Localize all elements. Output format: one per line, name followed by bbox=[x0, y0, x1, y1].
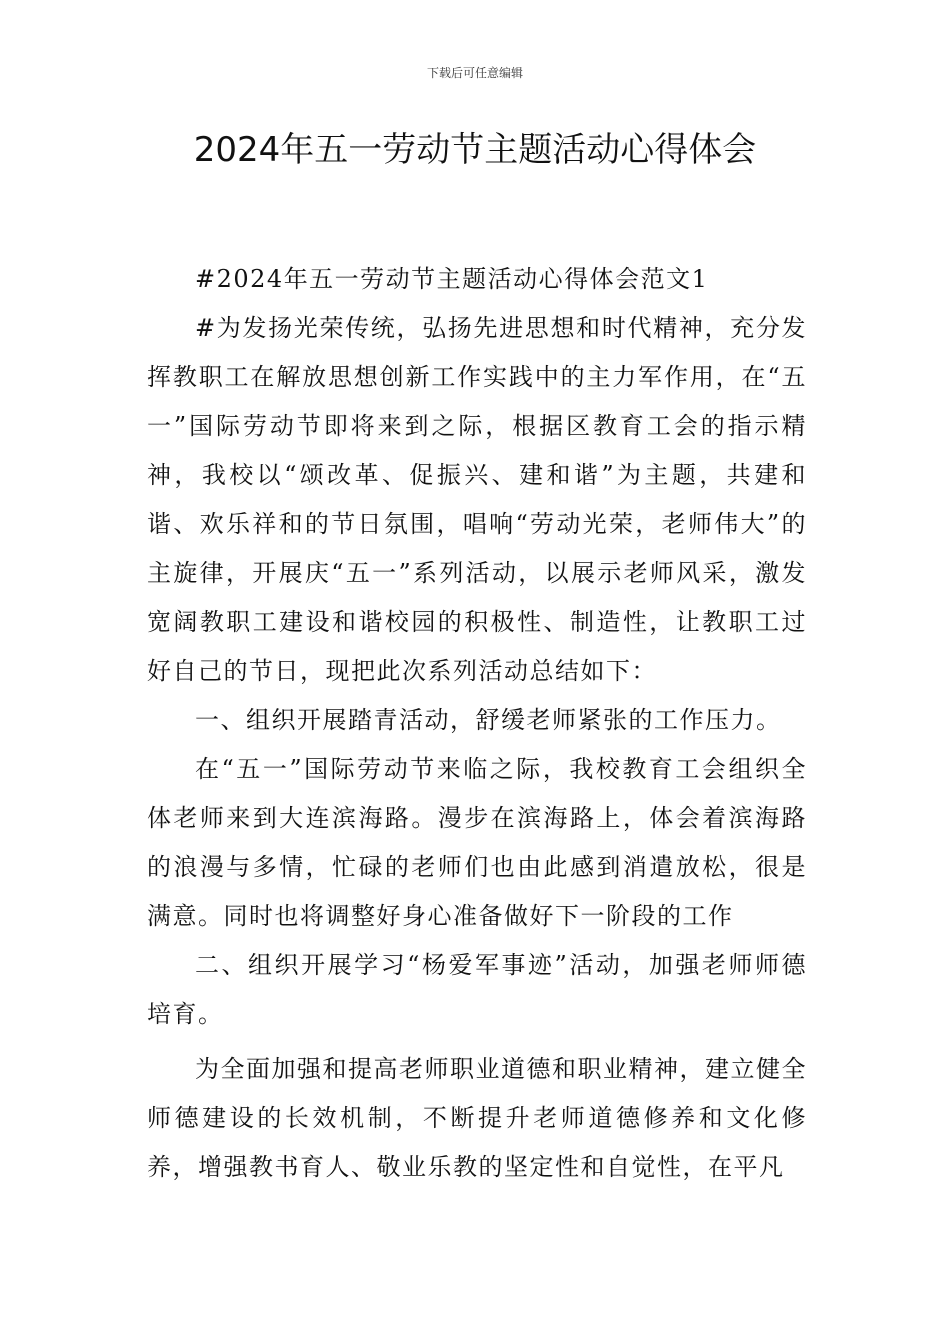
paragraph-section-1-heading: 一、组织开展踏青活动，舒缓老师紧张的工作压力。 bbox=[195, 706, 782, 734]
document-body bbox=[147, 255, 807, 1192]
paragraph-section-2-heading: 二、组织开展学习“杨爱军事迹”活动，加强老师师德培育。 bbox=[147, 951, 807, 1028]
paragraph-intro: #为发扬光荣传统，弘扬先进思想和时代精神，充分发挥教职工在解放思想创新工作实践中的主力军作用，在“五一”国际劳动节即将来到之际，根据区教育工会的指示精神，我校以“颂改革、促振兴、建和谐”为主题，共建和谐、欢乐祥和的节日氛围，唱响“劳动光荣，老师伟大”的主旋律，开展庆“五一”系列活动，以展示老师风采，激发宽阔教职工建设和谐校园的积极性、制造性，让教职工过好自己的节日，现把此次系列活动总结如下： bbox=[147, 314, 807, 685]
header-note: 下载后可任意编辑 bbox=[426, 66, 523, 80]
document-title: 2024年五一劳动节主题活动心得体会 bbox=[193, 130, 757, 170]
paragraph-section-2-body: 为全面加强和提高老师职业道德和职业精神，建立健全师德建设的长效机制，不断提升老师道德修养和文化修养，增强教书育人、敬业乐教的坚定性和自觉性，在平凡 bbox=[147, 1055, 807, 1181]
paragraph-section-1-body: 在“五一”国际劳动节来临之际，我校教育工会组织全体老师来到大连滨海路。漫步在滨海路上，体会着滨海路的浪漫与多情，忙碌的老师们也由此感到消遣放松，很是满意。同时也将调整好身心准备做好下一阶段的工作 bbox=[147, 755, 807, 930]
paragraph-subtitle: #2024年五一劳动节主题活动心得体会范文1 bbox=[195, 265, 709, 293]
